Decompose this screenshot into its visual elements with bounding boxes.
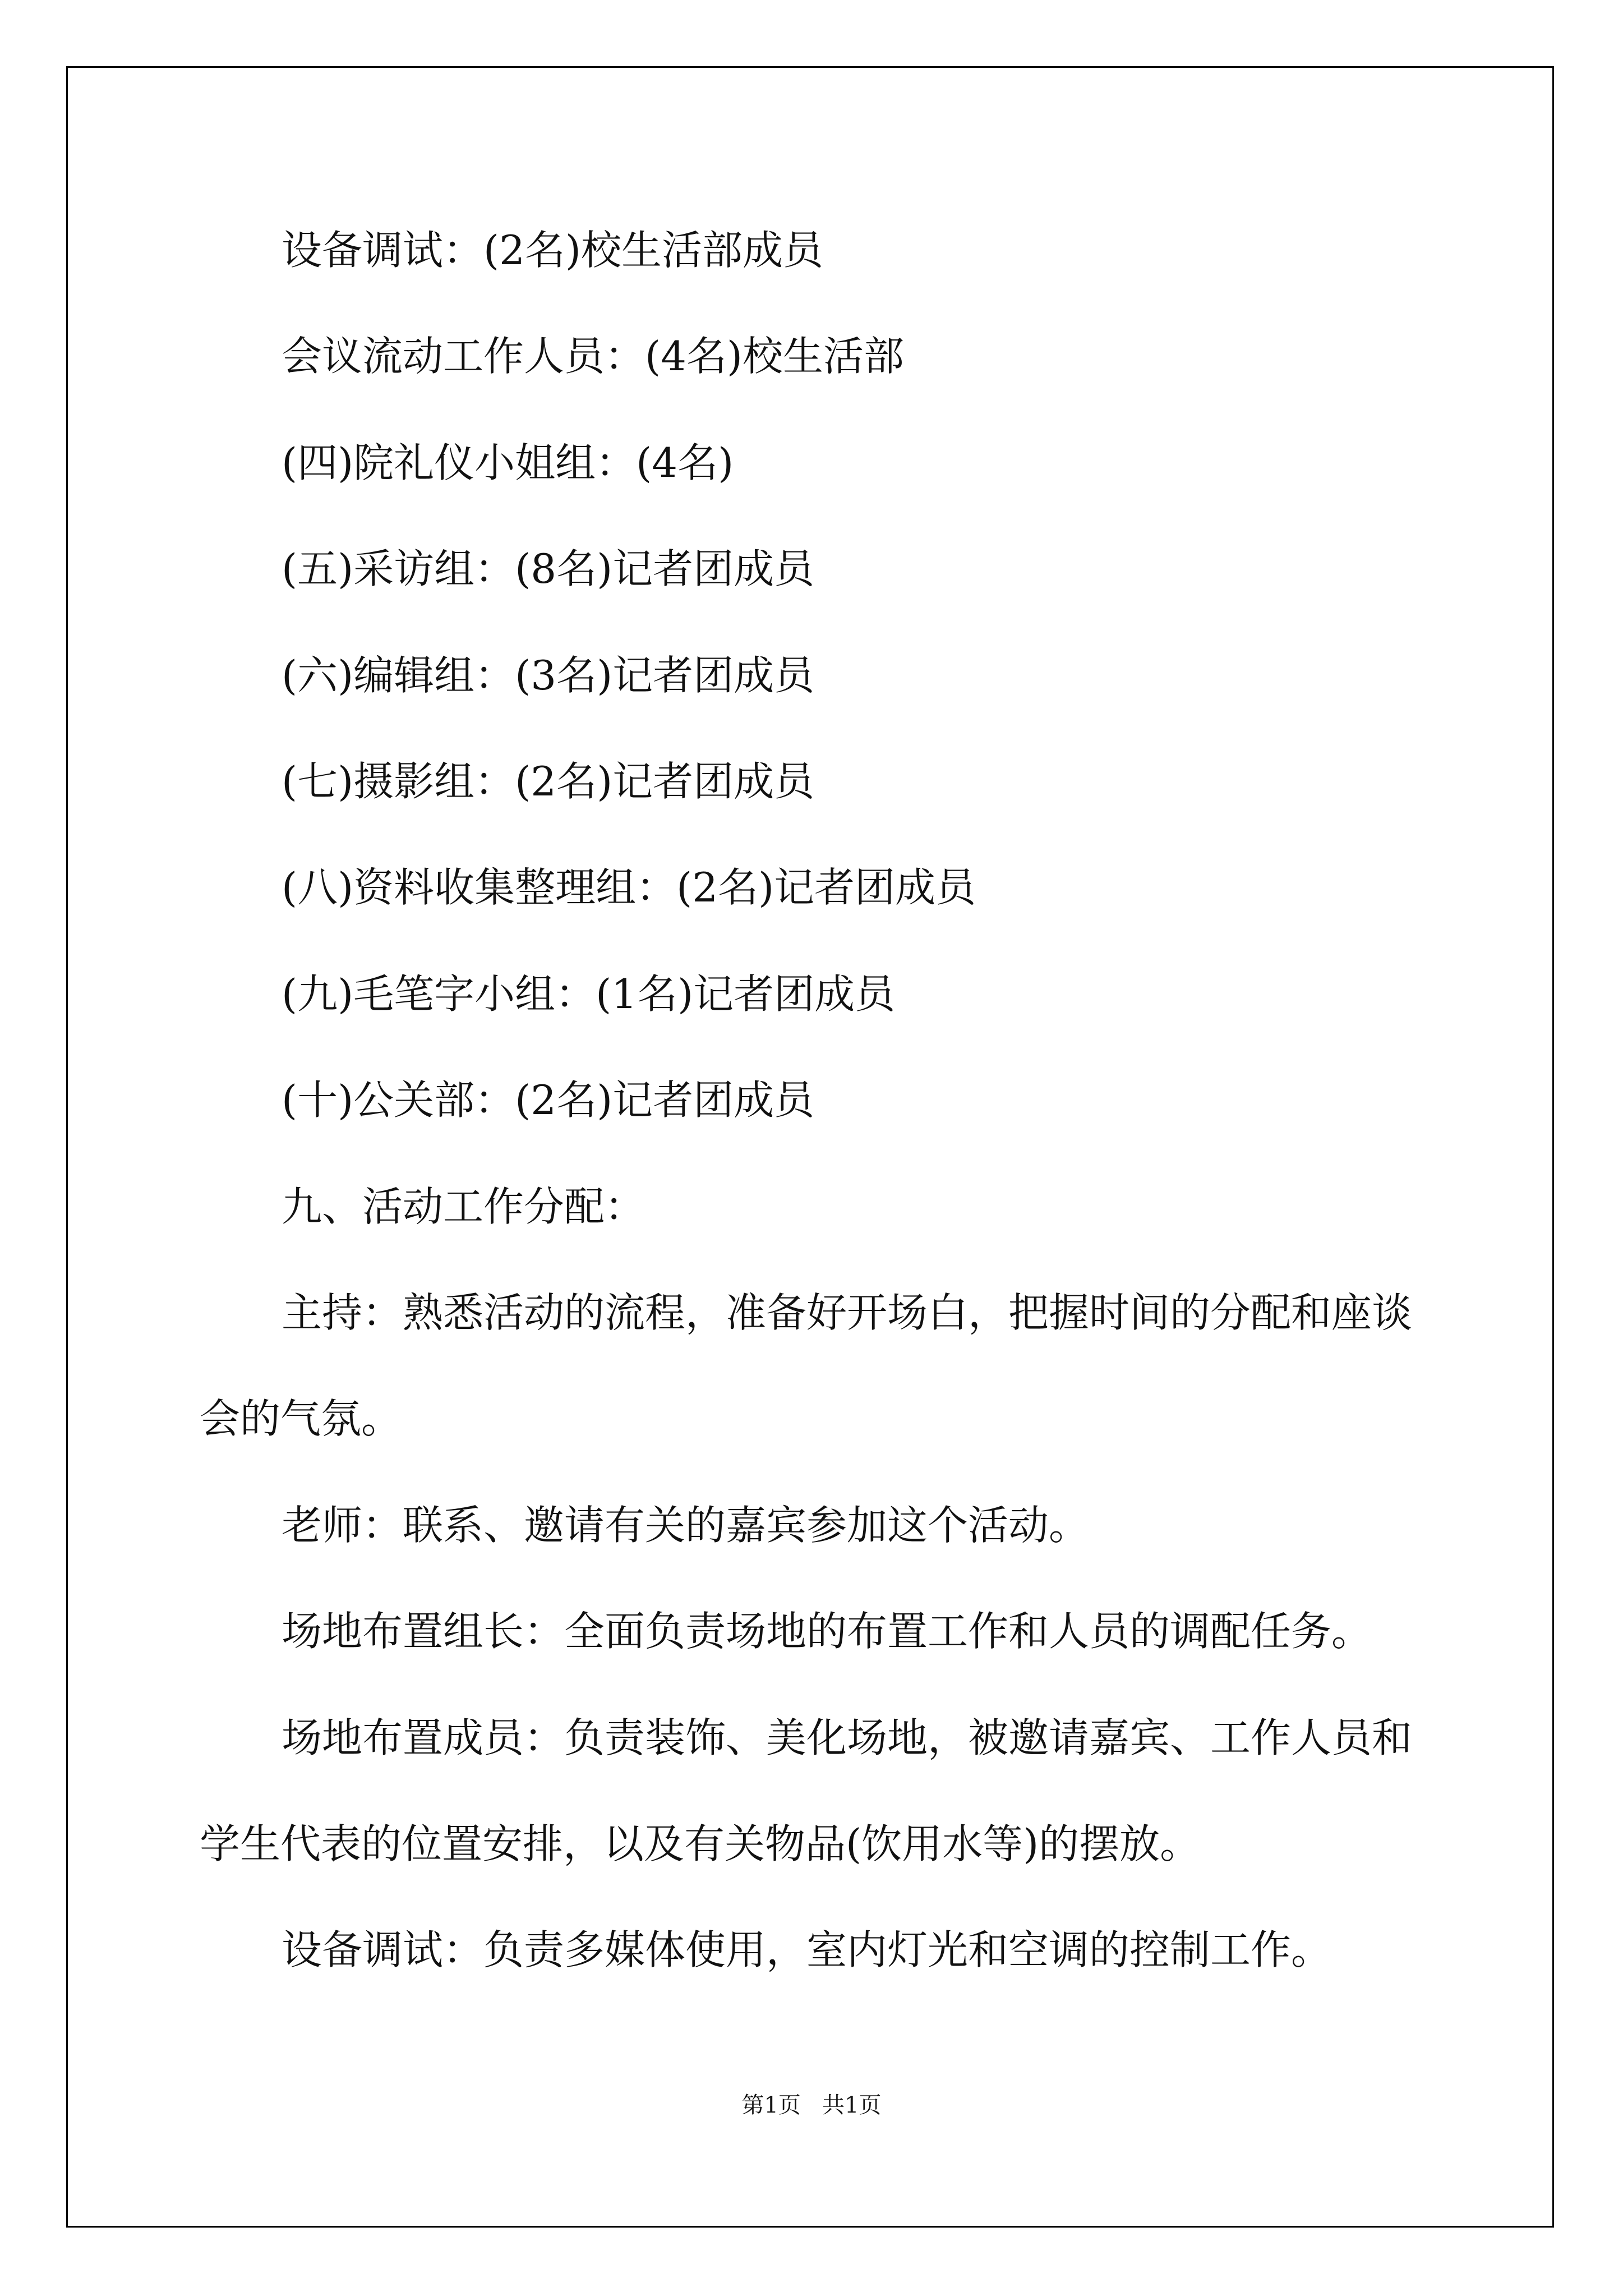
text-line: 学生代表的位置安排，以及有关物品(饮用水等)的摆放。 xyxy=(200,1820,1201,1867)
page-border xyxy=(66,66,1554,2228)
text-line: (七)摄影组：(2名)记者团成员 xyxy=(282,758,815,805)
text-line: (八)资料收集整理组：(2名)记者团成员 xyxy=(282,864,976,911)
text-line: (四)院礼仪小姐组：(4名) xyxy=(282,439,734,486)
section-heading: 九、活动工作分配： xyxy=(282,1183,645,1230)
text-line: 设备调试：(2名)校生活部成员 xyxy=(282,227,823,274)
text-line: 设备调试：负责多媒体使用，室内灯光和空调的控制工作。 xyxy=(282,1926,1332,1973)
text-line: 老师：联系、邀请有关的嘉宾参加这个活动。 xyxy=(282,1502,1090,1549)
text-line: 会的气氛。 xyxy=(200,1395,402,1442)
text-line: (十)公关部：(2名)记者团成员 xyxy=(282,1076,815,1124)
text-line: (六)编辑组：(3名)记者团成员 xyxy=(282,652,815,699)
text-line: 场地布置组长：全面负责场地的布置工作和人员的调配任务。 xyxy=(282,1608,1372,1655)
text-line: 会议流动工作人员：(4名)校生活部 xyxy=(282,333,904,380)
text-line: 主持：熟悉活动的流程，准备好开场白，把握时间的分配和座谈 xyxy=(282,1289,1413,1336)
page-number-footer: 第1页 共1页 xyxy=(741,2092,882,2118)
text-line: (五)采访组：(8名)记者团成员 xyxy=(282,545,815,592)
text-line: (九)毛笔字小组：(1名)记者团成员 xyxy=(282,970,896,1018)
text-line: 场地布置成员：负责装饰、美化场地，被邀请嘉宾、工作人员和 xyxy=(282,1714,1413,1761)
